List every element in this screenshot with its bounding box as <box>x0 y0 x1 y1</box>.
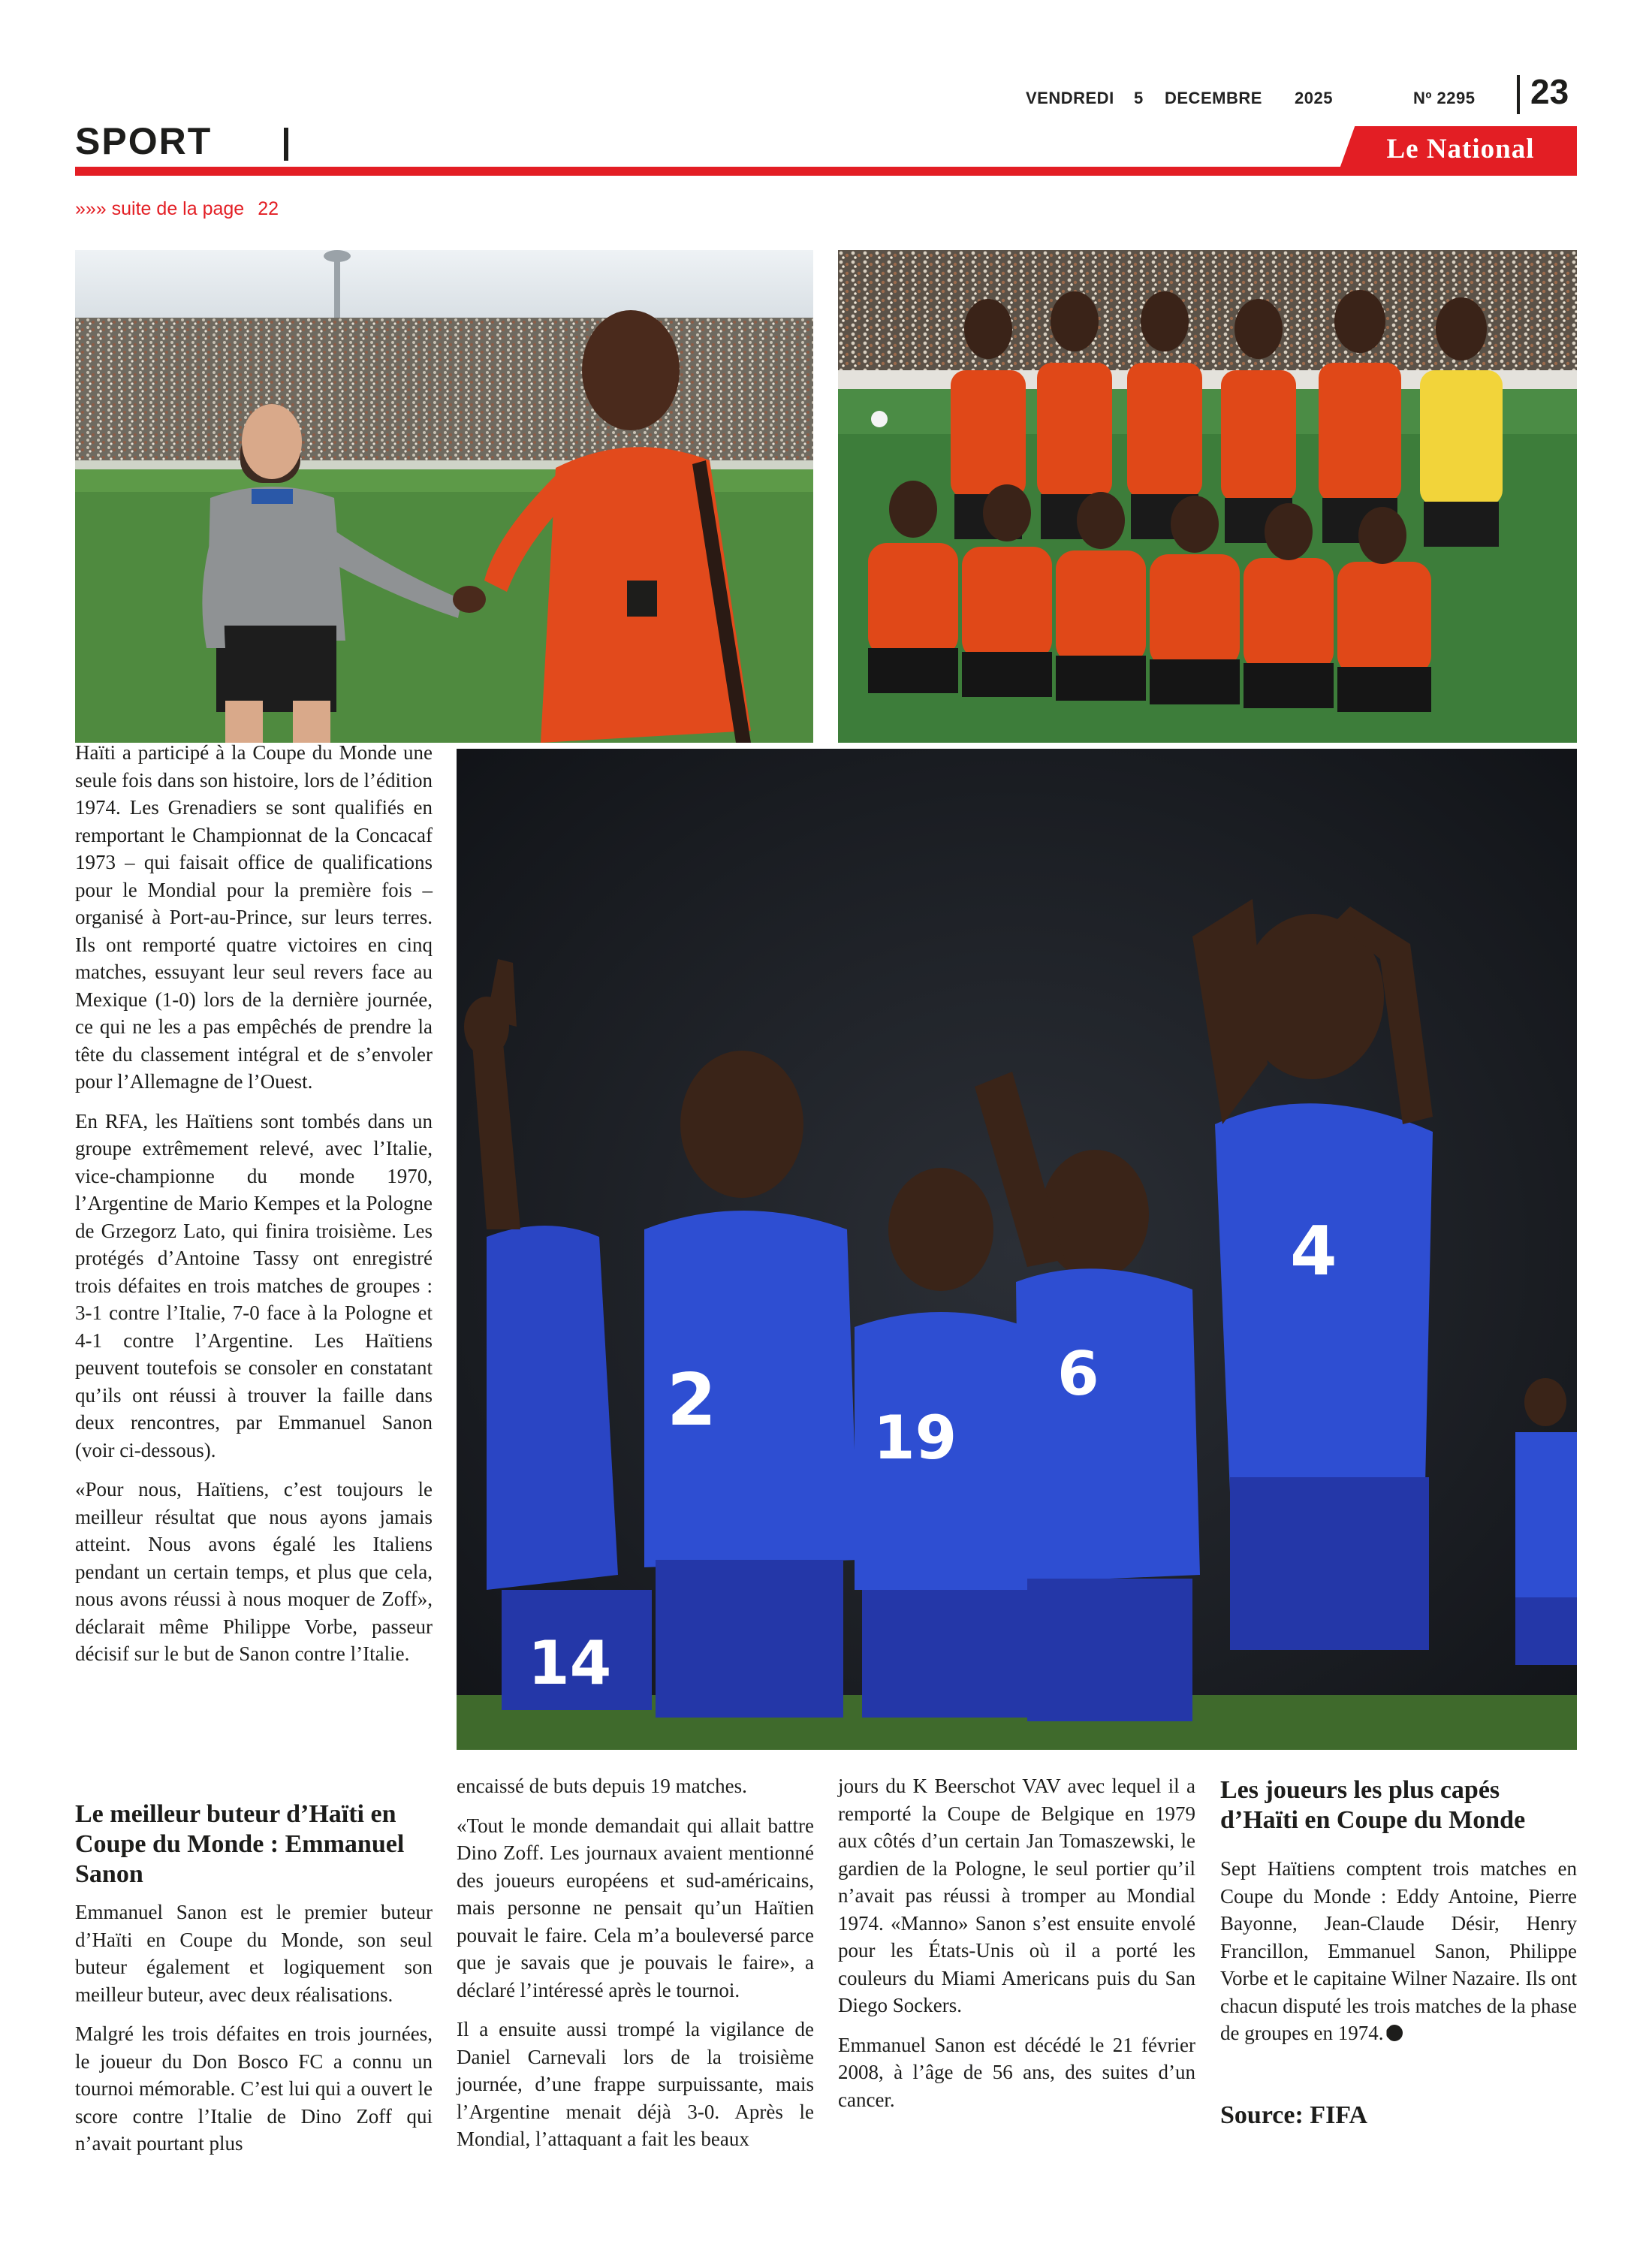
article-source: Source: FIFA <box>1220 2101 1368 2129</box>
article-intro <box>75 739 433 1680</box>
sanon-paragraph-3: encaissé de buts depuis 19 matches. <box>457 1775 747 1797</box>
page-number-divider <box>1517 75 1520 114</box>
photo-team-current <box>457 749 1577 1750</box>
sanon-paragraph-6: jours du K Beerschot VAV avec lequel il a remporté la Coupe de Belgique en 1979 aux côtés d’un certain Jan Tomaszewski, le gardien de la Pologne, le seul portier qu’il n’avait pas réussi à tromper au Mondial 1974. «Manno» Sanon s’est ensuite envolé pour les États-Unis où il a porté les couleurs du Miami Americans puis du San Diego Sockers. <box>838 1775 1195 2016</box>
section-divider <box>284 128 288 161</box>
header-year: 2025 <box>1295 89 1333 107</box>
issue-number: Nº 2295 <box>1413 89 1476 107</box>
sanon-column-1 <box>75 1899 433 2170</box>
sanon-column-2 <box>457 1772 814 2165</box>
page-number: 23 <box>1530 72 1569 111</box>
header-date: 5 <box>1134 89 1144 107</box>
photo-handshake-illustration <box>75 250 813 743</box>
sanon-paragraph-7: Emmanuel Sanon est décédé le 21 février 2008, à l’âge de 56 ans, des suites d’un cancer. <box>838 2033 1195 2111</box>
caps-paragraph: Sept Haïtiens comptent trois matches en Coupe du Monde : Eddy Antoine, Pierre Bayonne, Jean-Claude Désir, Henry Francillon, Emmanuel Sanon, Philippe Vorbe et le capitaine Wilner Nazaire. Ils ont chacun disputé les trois matches de la phase de groupes en 1974. <box>1220 1857 1577 2044</box>
intro-paragraph-1: Haïti a participé à la Coupe du Monde une seule fois dans son histoire, lors de l’édition 1974. Les Grenadiers se sont qualifiés en remportant le Championnat de la Concacaf 1973 – qui faisait office de qualifications pour le Mondial pour la première fois – organisé à Port-au-Prince, sur leurs terres. Ils ont remporté quatre victoires en cinq matches, essuyant leur seul revers face au Mexique (1-0) lors de la dernière journée, ce qui ne les a pas empêchés de prendre la tête du classement intégral et de s’envoler pour l’Allemagne de l’Ouest. <box>75 741 433 1093</box>
continued-from <box>75 198 279 220</box>
sanon-paragraph-4: «Tout le monde demandait qui allait battre Dino Zoff. Les journaux avaient mentionné des joueurs européens et sud-américains, mais personne ne pensait qu’un Haïtien pouvait le faire. Cela m’a bouleversé parce que je savais que je pouvais le faire», a déclaré l’intéressé après le tournoi. <box>457 1814 814 2001</box>
header-day: VENDREDI <box>1026 89 1114 107</box>
continued-label: »»» suite de la page <box>75 198 245 219</box>
jersey-number-2: 2 <box>667 1359 717 1442</box>
brand-logo: Le National <box>1386 134 1535 164</box>
jersey-number-6: 6 <box>1057 1339 1099 1409</box>
jersey-number-4: 4 <box>1290 1212 1337 1291</box>
photo-handshake <box>75 250 813 743</box>
header-month: DECEMBRE <box>1165 89 1262 107</box>
intro-paragraph-3: «Pour nous, Haïtiens, c’est toujours le meilleur résultat que nous ayons jamais atteint. Nous avons égalé les Italiens pendant un certain temps, et plus que cela, nous avons réussi à nous moquer de Zoff», déclarait même Philippe Vorbe, passeur décisif sur le but de Sanon contre l’Italie. <box>75 1478 433 1665</box>
photo-team-1974-illustration <box>838 250 1577 743</box>
sanon-paragraph-5: Il a ensuite aussi trompé la vigilance de Daniel Carnevali lors de la troisième journée, d’une frappe surpuissante, mais l’Argentine menait déjà 3-0. Après le Mondial, l’attaquant a fait les beaux <box>457 2018 814 2150</box>
caps-heading: Les joueurs les plus capés d’Haïti en Coupe du Monde <box>1220 1776 1526 1834</box>
end-of-article-icon <box>1386 2025 1403 2041</box>
intro-paragraph-2: En RFA, les Haïtiens sont tombés dans un groupe extrêmement relevé, avec l’Italie, vice-championne du monde 1970, l’Argentine de Mario Kempes et la Pologne de Grzegorz Lato, qui finira troisième. Les protégés d’Antoine Tassy ont enregistré trois défaites en trois matches de groupes : 3-1 contre l’Italie, 7-0 face à la Pologne et 4-1 contre l’Argentine. Les Haïtiens peuvent toutefois se consoler en constatant qu’ils ont réussi à trouver la faille dans deux rencontres, par Emmanuel Sanon (voir ci-dessous). <box>75 1109 433 1461</box>
photo-team-current-illustration <box>457 749 1577 1750</box>
section-title: SPORT <box>75 120 213 162</box>
jersey-number-19: 19 <box>873 1403 957 1473</box>
photo-team-1974 <box>838 250 1577 743</box>
sanon-paragraph-2: Malgré les trois défaites en trois journées, le joueur du Don Bosco FC a connu un tournoi mémorable. C’est lui qui a ouvert le score contre l’Italie de Dino Zoff qui n’avait pourtant plus <box>75 2022 433 2155</box>
caps-column <box>1220 1855 1577 2059</box>
continued-page: 22 <box>258 198 279 219</box>
sanon-column-3 <box>838 1772 1195 2125</box>
sanon-paragraph-1: Emmanuel Sanon est le premier buteur d’Haïti en Coupe du Monde, son seul buteur également et logiquement son meilleur buteur, avec deux réalisations. <box>75 1901 433 2006</box>
jersey-number-14: 14 <box>528 1628 612 1698</box>
sanon-heading: Le meilleur buteur d’Haïti en Coupe du Monde : Emmanuel Sanon <box>75 1800 405 1888</box>
